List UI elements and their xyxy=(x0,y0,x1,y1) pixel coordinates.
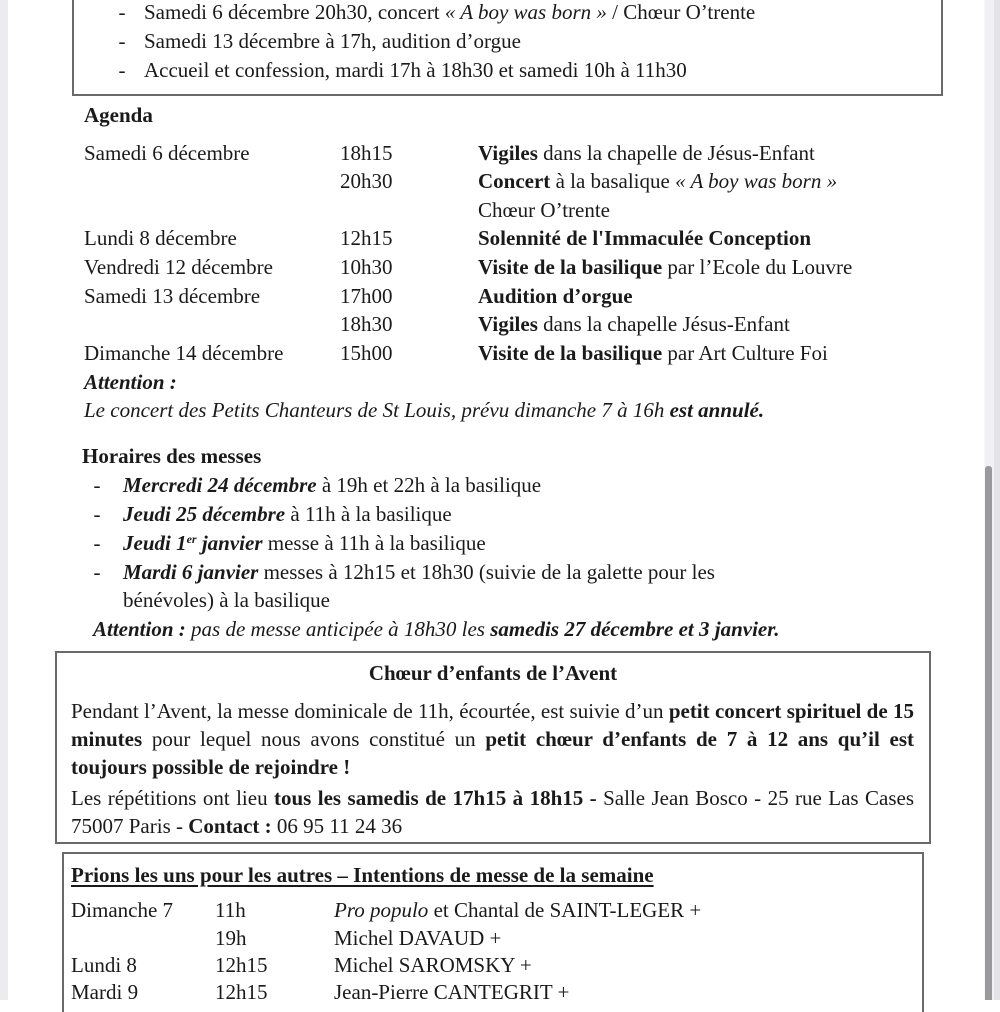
choeur-paragraph-1: Pendant l’Avent, la messe dominicale de 11h, écourtée, est suivie d’un petit concert spirituel de 15 minutes pour lequel nous avons constitué un petit chœur d’enfants de 7 à 12 ans qu’il est toujours possible de rejoindre ! xyxy=(71,699,914,779)
list-item: Jeudi 25 décembre à 11h à la basilique xyxy=(123,502,452,526)
bullet: - xyxy=(118,58,126,82)
choeur-title: Chœur d’enfants de l’Avent xyxy=(368,661,618,685)
agenda-title: Agenda xyxy=(84,103,153,127)
agenda-attention-text: Le concert des Petits Chanteurs de St Louis, prévu dimanche 7 à 16h est annulé. xyxy=(84,398,765,422)
list-item: Mercredi 24 décembre à 19h et 22h à la basilique xyxy=(123,473,542,497)
bullet: - xyxy=(118,0,126,24)
choeur-box xyxy=(55,651,931,844)
announcement-item: Samedi 6 décembre 20h30, concert « A boy was born » / Chœur O’trente xyxy=(144,0,756,24)
announcement-item: Accueil et confession, mardi 17h à 18h30 et samedi 10h à 11h30 xyxy=(144,58,687,82)
horaires-title: Horaires des messes xyxy=(82,444,262,468)
horaires-attention: Attention : pas de messe anticipée à 18h30 les samedis 27 décembre et 3 janvier. xyxy=(93,617,780,641)
bullet: - xyxy=(93,502,101,526)
agenda-attention-label: Attention : xyxy=(84,370,177,394)
choeur-paragraph-2: Les répétitions ont lieu tous les samedis de 17h15 à 18h15 - Salle Jean Bosco - 25 rue Las Cases 75007 Paris - Contact : 06 95 11 24 36 xyxy=(71,786,914,838)
prions-title: Prions les uns pour les autres – Intentions de messe de la semaine xyxy=(71,863,654,887)
scrollbar-track-inner xyxy=(994,0,1000,1000)
bullet: - xyxy=(118,29,126,53)
scrollbar-thumb[interactable] xyxy=(985,466,992,1000)
bullet: - xyxy=(93,560,101,584)
bullet: - xyxy=(93,473,101,497)
bullet: - xyxy=(93,531,101,555)
list-item: Mardi 6 janvier messes à 12h15 et 18h30 (suivie de la galette pour les xyxy=(123,560,715,584)
announcement-item: Samedi 13 décembre à 17h, audition d’orgue xyxy=(144,29,521,53)
list-item: Jeudi 1er janvier messe à 11h à la basilique xyxy=(123,531,486,555)
announcements-box xyxy=(72,0,943,96)
list-item-continuation: bénévoles) à la basilique xyxy=(123,588,331,612)
left-gutter xyxy=(0,0,8,1000)
prions-box: Prions les uns pour les autres – Intentions de messe de la semaine Dimanche 7 11h Pro populo et Chantal de SAINT-LEGER + 19h Michel DAVAUD + Lundi 8 12h15 Michel SAROMSKY + Mardi 9 12h15 Jean-Pierre CANTEGRIT + xyxy=(62,852,924,1012)
